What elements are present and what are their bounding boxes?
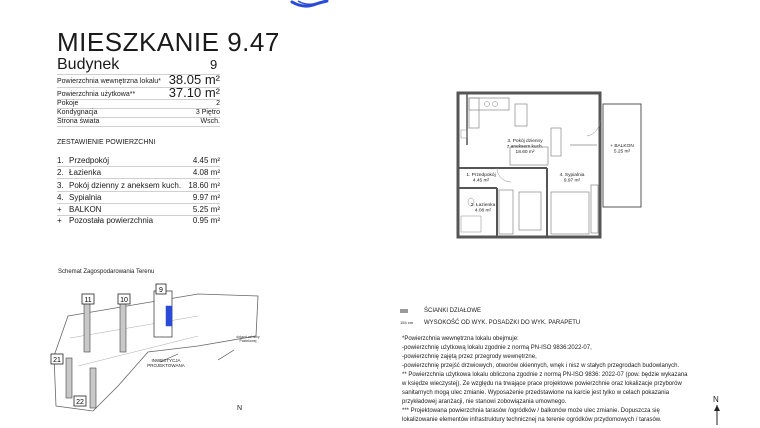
room-label: Przedpokój [69, 156, 110, 165]
plan-label-room3: 3. Pokój dzienny [507, 139, 543, 144]
room-number: + [57, 205, 62, 214]
kitchen-counter [469, 98, 479, 128]
balcony [603, 104, 641, 207]
building-number: 9 [159, 287, 163, 294]
svg-text:INWESTYCJAPROJEKTOWANA [147, 358, 185, 368]
partition-wall-swatch [400, 309, 408, 313]
legend-walls: ŚCIANKI DZIAŁOWE [424, 308, 482, 314]
legend-height: WYSOKOŚĆ OD WYK. POSADZKI DO WYK. PARAPETU [424, 320, 581, 326]
building-label: Budynek [57, 56, 120, 73]
stat-label-orientation: Strona świata [57, 118, 100, 125]
plan-label-balcony-area: 5.25 m² [613, 149, 631, 155]
building-number: 10 [120, 297, 128, 304]
investment-label: PROJEKTOWANA [147, 363, 185, 368]
note-line: w księdze wieczystej). Ze względu na trwające prace projektowe powierzchnie oraz lokalizacje przyborów [402, 381, 682, 387]
stat-label-floor: Kondygnacja [57, 109, 98, 116]
site-plan [48, 276, 260, 416]
note-line: -powierzchnię przejść drzwiowych, otworów okiennych, wnęk i nisz w stałych przegrodach budowlanych. [402, 363, 680, 369]
room-label: Pokój dzienny z aneksem kuch. [69, 181, 182, 190]
door-swing [587, 120, 600, 136]
building-11 [84, 302, 90, 352]
stove-icon [493, 102, 498, 107]
entry-label: dojazd od ulicy [236, 335, 260, 339]
room-area: 4.08 m² [192, 168, 220, 177]
entry-label: Pastelowej [239, 339, 257, 343]
svg-text:2. Łazienka4.08 m² [471, 202, 496, 214]
room-number: 3. [57, 181, 64, 190]
investment-label: INWESTYCJA [151, 358, 181, 363]
appliance-icon [461, 130, 467, 138]
stat-value-usable-area: 37.10 m² [168, 85, 220, 100]
plan-label-balcony: + BALKON [610, 144, 634, 149]
tv-unit [551, 128, 561, 156]
room-label: Łazienka [69, 168, 102, 177]
room-number: 2. [57, 168, 64, 177]
north-arrow: N [713, 395, 719, 404]
wardrobe [591, 185, 598, 233]
plan-label-room3-area: 18.60 m² [515, 150, 535, 156]
plan-label-room2-area: 4.08 m² [474, 208, 492, 214]
room-label: Pozostała powierzchnia [69, 216, 154, 225]
note-line: ** Powierzchnia użytkowa lokalu obliczona zgodnie z normą PN-ISO 9836: 2022-07 (pow. będzie wykazana [402, 372, 688, 378]
note-line: *** Projektowana powierzchnia tarasów /ogródków / balkonów może ulec zmianie. Dopuszcza się [402, 408, 660, 414]
room-label: Sypialnia [69, 193, 102, 202]
note-line: *Powierzchnia wewnętrzna lokalu obejmuje: [402, 336, 519, 342]
stat-label-rooms: Pokoje [57, 100, 79, 107]
floor-plan [455, 90, 645, 240]
building-22 [90, 368, 96, 408]
room-area: 5.25 m² [192, 205, 220, 214]
stat-value-rooms: 2 [216, 100, 220, 107]
plan-label-room2: 2. Łazienka [470, 203, 496, 208]
footnotes [402, 335, 720, 425]
divider [57, 191, 220, 192]
svg-text:4. Sypialnia9.97 m² [560, 172, 585, 184]
section-title: ZESTAWIENIE POWIERZCHNI [57, 139, 156, 146]
note-line: -powierzchnię użytkową lokalu zgodnie z normą PN-ISO 9836:2022-07, [402, 345, 592, 351]
bed [551, 192, 589, 234]
bathtub [499, 190, 513, 234]
room-number: 4. [57, 193, 64, 202]
north-arrow-site: N [237, 405, 243, 412]
building-10 [120, 302, 126, 352]
dining-table [515, 104, 527, 126]
room-number: + [57, 216, 62, 225]
building-value: 9 [210, 57, 218, 72]
plan-label-room3: z aneksem kuch. [507, 144, 543, 150]
divider [57, 166, 220, 167]
legend-height-mark: 154 cm [400, 320, 414, 325]
page-title: MIESZKANIE 9.47 [57, 27, 280, 57]
entry-arrow [218, 350, 234, 360]
divider [57, 203, 220, 204]
stat-value-inner-area: 38.05 m² [168, 72, 220, 87]
svg-text:3. Pokój dziennyz aneksem kuch [507, 138, 543, 155]
north-arrow-icon [712, 405, 722, 425]
stat-value-orientation: Wsch. [200, 118, 220, 125]
selected-unit-marker [166, 306, 172, 326]
room-label: BALKON [69, 205, 102, 214]
plan-label-room1-area: 4.45 m² [472, 178, 490, 184]
site-plan-title: Schemat Zagospodarowania Terenu [58, 269, 155, 275]
svg-text:dojazd od ulicyPastelowej [236, 335, 259, 343]
room-area: 0.95 m² [192, 216, 220, 225]
room-area: 18.60 m² [188, 181, 220, 190]
plan-label-room4: 4. Sypialnia [559, 173, 585, 178]
shower [519, 192, 541, 230]
plan-label-room1: 1. Przedpokój [466, 173, 496, 178]
building-number: 21 [53, 357, 61, 364]
room-area: 4.45 m² [192, 156, 220, 165]
note-line: lokalizowanie elementów infrastruktury technicznej na terenie ogródków przydomowych / tarasów. [402, 417, 662, 423]
building-21 [66, 358, 72, 398]
plan-label-room4-area: 9.97 m² [563, 178, 581, 184]
stat-label-usable-area: Powierzchnia użytkowa** [57, 91, 136, 98]
stat-label-inner-area: Powierzchnia wewnętrzna lokalu* [57, 78, 161, 85]
note-line: -powierzchnię zajętą przez przegrody wewnętrzne, [402, 354, 537, 360]
building-number: 11 [84, 297, 92, 304]
stove-icon [485, 102, 490, 107]
note-line: sanitarnych mogą ulec zmianie. Wyposażenie przedstawione na karcie jest tylko w celach pokazania [402, 390, 670, 396]
svg-text:+ BALKON5.25 m² [610, 143, 634, 155]
stat-value-floor: 3 Piętro [195, 109, 220, 116]
note-line: przykładowej aranżacji, nie stanowi zobowiązania umownego. [402, 399, 567, 405]
divider [57, 178, 220, 179]
brand-logo [290, 0, 330, 10]
hall-wardrobe [461, 216, 481, 232]
divider [57, 126, 220, 127]
room-number: 1. [57, 156, 64, 165]
door-swing [497, 168, 511, 182]
svg-text:1. Przedpokój4.45 m² [466, 172, 495, 184]
room-area: 9.97 m² [192, 193, 220, 202]
building-number: 22 [76, 399, 84, 406]
kitchen-counter [469, 98, 509, 110]
